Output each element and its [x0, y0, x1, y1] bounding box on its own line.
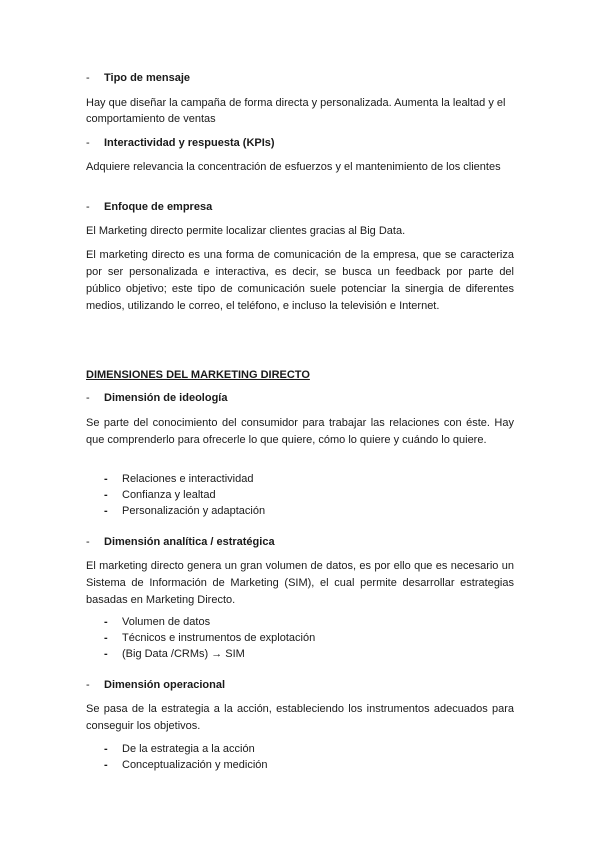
- paragraph-analitica: El marketing directo genera un gran volumen de datos, es por ello que es necesario un Sistema de Información de Marketing (SIM), el cual permite desarrollar estrategias basadas en Marketing Directo.: [86, 560, 514, 606]
- list-item: [104, 757, 268, 773]
- list-item: [104, 487, 216, 503]
- paragraph-ideologia: Se parte del conocimiento del consumidor para trabajar las relaciones con éste. Hay que comprenderlo para ofrecerle lo que quiere, cómo lo quiere y cuándo lo quiere.: [86, 417, 514, 446]
- list-item-text: (Big Data /CRMs) → SIM: [122, 648, 245, 660]
- heading-text: Interactividad y respuesta (KPIs): [104, 137, 275, 149]
- list-item: [104, 614, 210, 630]
- list-item: [104, 471, 253, 487]
- heading-enfoque-de-empresa: [86, 199, 514, 215]
- heading-dash: -: [86, 536, 90, 548]
- bullet-dash: -: [104, 616, 108, 628]
- paragraph-tipo-de-mensaje: Hay que diseñar la campaña de forma directa y personalizada. Aumenta la lealtad y el comportamiento de ventas: [86, 97, 506, 125]
- list-item-text: Confianza y lealtad: [122, 489, 216, 501]
- heading-dash: -: [86, 679, 90, 691]
- list-item-text: Volumen de datos: [122, 616, 211, 628]
- bullet-dash: -: [104, 743, 108, 755]
- bullet-dash: -: [104, 489, 108, 501]
- list-item: [104, 503, 265, 519]
- heading-interactividad: [86, 135, 514, 151]
- heading-tipo-de-mensaje: [86, 70, 514, 86]
- heading-dash: -: [86, 72, 90, 84]
- list-item: [104, 646, 245, 662]
- heading-dash: -: [86, 201, 90, 213]
- list-item-text: De la estrategia a la acción: [122, 743, 255, 755]
- bullet-dash: -: [104, 759, 108, 771]
- list-item-text: Relaciones e interactividad: [122, 473, 254, 485]
- list-item: [104, 630, 315, 646]
- heading-operacional: [86, 677, 514, 693]
- paragraph-operacional: Se pasa de la estrategia a la acción, estableciendo los instrumentos adecuados para conseguir los objetivos.: [86, 703, 514, 732]
- paragraph-interactividad: Adquiere relevancia la concentración de esfuerzos y el mantenimiento de los clientes: [86, 161, 501, 173]
- heading-analitica: [86, 534, 514, 550]
- list-item-text: Técnicos e instrumentos de explotación: [122, 632, 316, 644]
- heading-text: Tipo de mensaje: [104, 72, 190, 84]
- bullet-dash: -: [104, 648, 108, 660]
- list-item: [104, 741, 255, 757]
- paragraph-enfoque: El Marketing directo permite localizar clientes gracias al Big Data.: [86, 225, 406, 237]
- list-item-text: Personalización y adaptación: [122, 505, 266, 517]
- heading-text: Dimensión de ideología: [104, 392, 228, 404]
- bullet-dash: -: [104, 505, 108, 517]
- list-item-text: Conceptualización y medición: [122, 759, 268, 771]
- heading-text: Dimensión operacional: [104, 679, 226, 691]
- heading-text: Dimensión analítica / estratégica: [104, 536, 275, 548]
- bullet-dash: -: [104, 473, 108, 485]
- bullet-dash: -: [104, 632, 108, 644]
- section-title: DIMENSIONES DEL MARKETING DIRECTO: [86, 369, 310, 381]
- heading-dash: -: [86, 392, 90, 404]
- paragraph-marketing-directo: El marketing directo es una forma de comunicación de la empresa, que se caracteriza por ser personalizada e interactiva, es decir, se busca un feedback por parte del público objetivo; este tipo de comunicación suele potenciar la sinergia de diferentes medios, utilizando le correo, el teléfono, e incluso la televisión e Internet.: [86, 249, 514, 312]
- heading-text: Enfoque de empresa: [104, 201, 213, 213]
- heading-ideologia: [86, 390, 514, 406]
- heading-dash: -: [86, 137, 90, 149]
